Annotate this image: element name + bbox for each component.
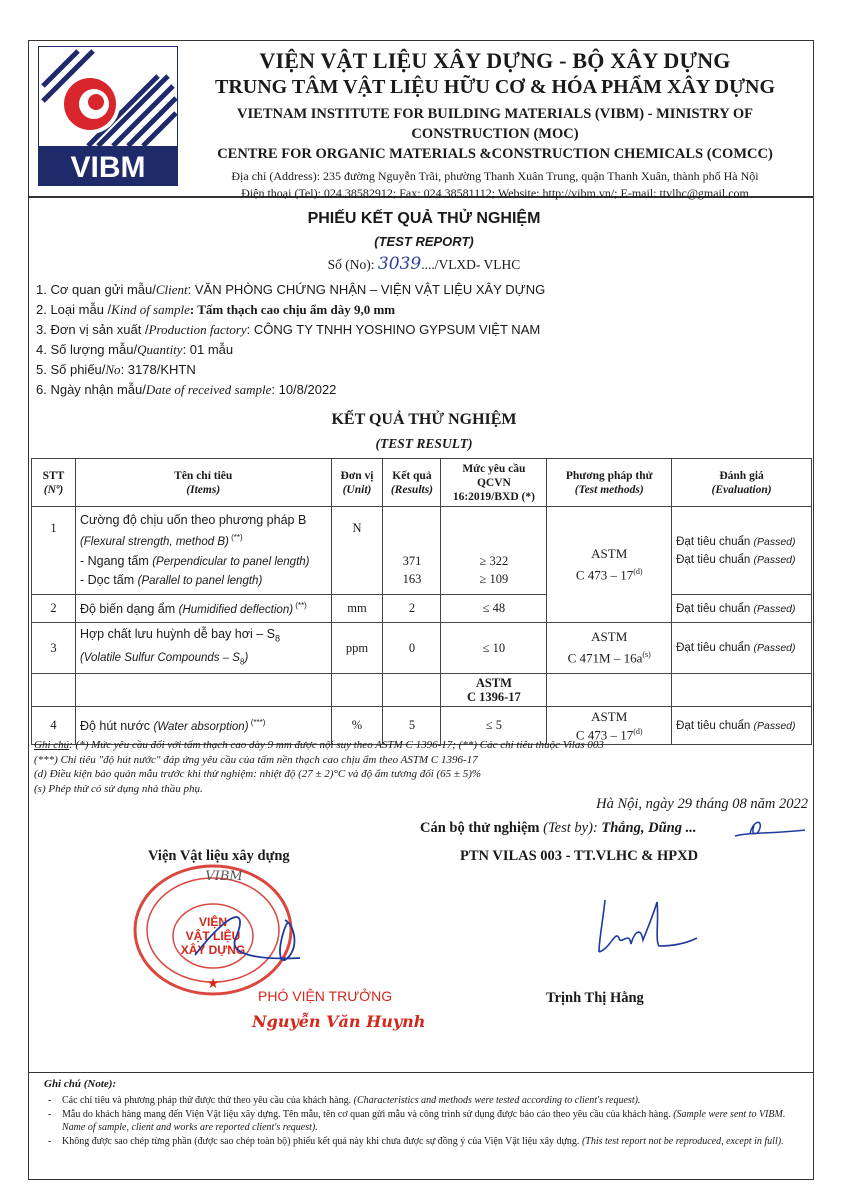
deputy-name: Nguyễn Văn Huynh bbox=[252, 1012, 426, 1031]
sample-info bbox=[36, 280, 806, 400]
row-result: 2 bbox=[383, 595, 441, 623]
info-kind: 2. Loại mẫu /Kind of sample: Tấm thạch cao chịu ẩm dày 9,0 mm bbox=[36, 302, 396, 317]
footer-notes bbox=[44, 1078, 804, 1149]
col-stt: STT (Nº) bbox=[32, 459, 76, 507]
row-evaluation: Đạt tiêu chuẩn (Passed) bbox=[672, 623, 812, 674]
svg-text:VIỆN: VIỆN bbox=[198, 915, 228, 929]
table-header-row bbox=[32, 459, 812, 507]
info-factory: 3. Đơn vị sản xuất /Production factory: CÔNG TY TNHH YOSHINO GYPSUM VIỆT NAM bbox=[36, 322, 541, 337]
institute-header bbox=[190, 46, 800, 202]
row-requirement: ≤ 10 bbox=[441, 623, 547, 674]
logo-text: VIBM bbox=[70, 151, 146, 184]
row-result: 0 bbox=[383, 623, 441, 674]
results-subtitle: (TEST RESULT) bbox=[375, 436, 473, 451]
svg-text:★: ★ bbox=[206, 977, 220, 992]
lab-name: PTN VILAS 003 - TT.VLHC & HPXD bbox=[460, 848, 699, 864]
deputy-signature bbox=[190, 900, 350, 980]
centre-name-vi: TRUNG TÂM VẬT LIỆU HỮU CƠ & HÓA PHẨM XÂY DỰNG bbox=[214, 76, 775, 98]
row-stt: 4 bbox=[32, 707, 76, 745]
row-item: Độ biến dạng ẩm (Humidified deflection) (**) bbox=[75, 595, 331, 623]
signer-name: Trịnh Thị Hằng bbox=[546, 990, 644, 1006]
institute-name-vi: VIỆN VẬT LIỆU XÂY DỰNG - BỘ XÂY DỰNG bbox=[259, 48, 731, 73]
col-items: Tên chỉ tiêu (Items) bbox=[75, 459, 331, 507]
institute-name-en: VIETNAM INSTITUTE FOR BUILDING MATERIALS (VIBM) - MINISTRY OF CONSTRUCTION (MOC) bbox=[237, 106, 753, 142]
svg-text:VẬT LIỆU: VẬT LIỆU bbox=[185, 929, 241, 943]
report-number-suffix: ..../VLXD- VLHC bbox=[421, 257, 521, 272]
info-client: 1. Cơ quan gửi mẫu/Client: VĂN PHÒNG CHỨNG NHẬN – VIỆN VẬT LIỆU XÂY DỰNG bbox=[36, 282, 546, 297]
col-unit: Đơn vị (Unit) bbox=[331, 459, 383, 507]
row-stt: 2 bbox=[32, 595, 76, 623]
institute-signatory: Viện Vật liệu xây dựng bbox=[148, 848, 290, 864]
info-quantity: 4. Số lượng mẫu/Quantity: 01 mẫu bbox=[36, 342, 234, 357]
col-result: Kết quả (Results) bbox=[383, 459, 441, 507]
row-unit: N bbox=[331, 507, 383, 595]
tester-line: Cán bộ thử nghiệm (Test by): Thắng, Dũng ... bbox=[420, 820, 697, 836]
report-subtitle: (TEST REPORT) bbox=[374, 234, 474, 249]
deputy-title: PHÓ VIỆN TRƯỞNG bbox=[258, 988, 393, 1004]
row-item: Cường độ chịu uốn theo phương pháp B (Flexural strength, method B) (**) - Ngang tấm (Perpendicular to panel length) - Dọc tấm (Parallel to panel length) bbox=[75, 507, 331, 595]
report-title: PHIẾU KẾT QUẢ THỬ NGHIỆM bbox=[307, 210, 541, 227]
footer-note: - Các chỉ tiêu và phương pháp thử được thử theo yêu cầu của khách hàng. (Characteristics and methods were tested according to client's request). bbox=[44, 1094, 804, 1107]
info-date: 6. Ngày nhận mẫu/Date of received sample: 10/8/2022 bbox=[36, 382, 337, 397]
table-notes: Ghi chú: (*) Mức yêu cầu đổi với tấm thạch cao dày 9 mm được nội suy theo ASTM C 1396-17; (**) Các chỉ tiêu thuộc Vilas 003 (***) Chỉ tiêu "độ hút nước" đáp ứng yêu cầu của tấm nền thạch cao chịu ẩm theo ASTM C 1396-17 (d) Điều kiện bảo quản mẫu trước khi thử nghiệm: nhiệt độ (27 ± 2)°C và độ ẩm tương đối (65 ± 5)% (s) Phép thử có sử dụng nhà thầu phụ. bbox=[34, 739, 604, 795]
row-evaluation: Đạt tiêu chuẩn (Passed) bbox=[672, 707, 812, 745]
row-result: 371 163 bbox=[383, 507, 441, 595]
centre-name-en: CENTRE FOR ORGANIC MATERIALS &CONSTRUCTION CHEMICALS (COMCC) bbox=[217, 146, 773, 162]
svg-text:XÂY DỰNG: XÂY DỰNG bbox=[180, 943, 246, 957]
row-stt: 1 bbox=[32, 507, 76, 595]
vibm-logo bbox=[38, 46, 178, 186]
contact-info: Điện thoại (Tel): 024.38582912; Fax: 024.38581112; Website: http://vibm.vn/; E-mail: ttvlhc@gmail.com bbox=[241, 186, 749, 200]
table-row bbox=[32, 595, 812, 623]
row-result: 5 bbox=[383, 707, 441, 745]
row-evaluation: Đạt tiêu chuẩn (Passed) Đạt tiêu chuẩn (Passed) bbox=[672, 507, 812, 595]
signer-signature bbox=[585, 890, 705, 960]
row-method: ASTM C 473 – 17$^{(d)}$ bbox=[547, 507, 672, 623]
row-method: ASTM C 473 – 17$^{(d)}$ bbox=[547, 707, 672, 745]
row-unit: mm bbox=[331, 595, 383, 623]
col-requirement: Mức yêu cầu QCVN 16:2019/BXD (*) bbox=[441, 459, 547, 507]
svg-text:VIBM: VIBM bbox=[205, 869, 243, 884]
row-stt: 3 bbox=[32, 623, 76, 674]
info-number: 5. Số phiếu/No: 3178/KHTN bbox=[36, 362, 196, 377]
table-row bbox=[32, 623, 812, 674]
tester-signature bbox=[730, 814, 810, 844]
footer-heading: Ghi chú (Note): bbox=[44, 1078, 117, 1090]
col-evaluation: Đánh giá (Evaluation) bbox=[672, 459, 812, 507]
report-date: Hà Nội, ngày 29 tháng 08 năm 2022 bbox=[596, 796, 808, 812]
row-method: ASTM C $471M - 16a^{(s)}$ bbox=[547, 623, 672, 674]
row-requirement: ≥ 322 ≥ 109 bbox=[441, 507, 547, 595]
results-title: KẾT QUẢ THỬ NGHIỆM bbox=[331, 411, 517, 428]
col-method: Phương pháp thử (Test methods) bbox=[547, 459, 672, 507]
row-evaluation: Đạt tiêu chuẩn (Passed) bbox=[672, 595, 812, 623]
table-row bbox=[32, 507, 812, 595]
row-item: Hợp chất lưu huỳnh dễ bay hơi – $S_8$ (Volatile Sulfur Compounds – $S_8$) bbox=[75, 623, 331, 674]
footer-note: - Không được sao chép từng phần (được sao chép toàn bộ) phiếu kết quả này khi chưa được sự đồng ý của Viện Vật liệu xây dựng. (This test report not be reproduced, except in full). bbox=[44, 1135, 804, 1148]
report-number-value: 3039 bbox=[377, 254, 422, 274]
address: Địa chỉ (Address): 235 đường Nguyễn Trãi, phường Thanh Xuân Trung, quận Thanh Xuân, thành phố Hà Nội bbox=[231, 169, 759, 183]
table-row bbox=[32, 674, 812, 707]
report-number bbox=[0, 254, 848, 274]
footer-separator bbox=[28, 1072, 814, 1073]
results-table bbox=[31, 458, 812, 745]
row-unit: % bbox=[331, 707, 383, 745]
row-astm-standard: ASTM C 1396-17 bbox=[441, 674, 547, 707]
row-requirement: ≤ 48 bbox=[441, 595, 547, 623]
row-unit: ppm bbox=[331, 623, 383, 674]
report-number-label: Số (No): bbox=[327, 257, 375, 272]
footer-note: - Mẫu do khách hàng mang đến Viện Vật liệu xây dựng. Tên mẫu, tên cơ quan gửi mẫu và công trình sử dụng được báo cáo theo yêu cầu của khách hàng. (Sample were sent to VIBM. Name of sample, client and works are reported client's request). bbox=[44, 1108, 804, 1134]
row-item: Độ hút nước (Water absorption) (***) bbox=[75, 707, 331, 745]
row-requirement: ≤ 5 bbox=[441, 707, 547, 745]
